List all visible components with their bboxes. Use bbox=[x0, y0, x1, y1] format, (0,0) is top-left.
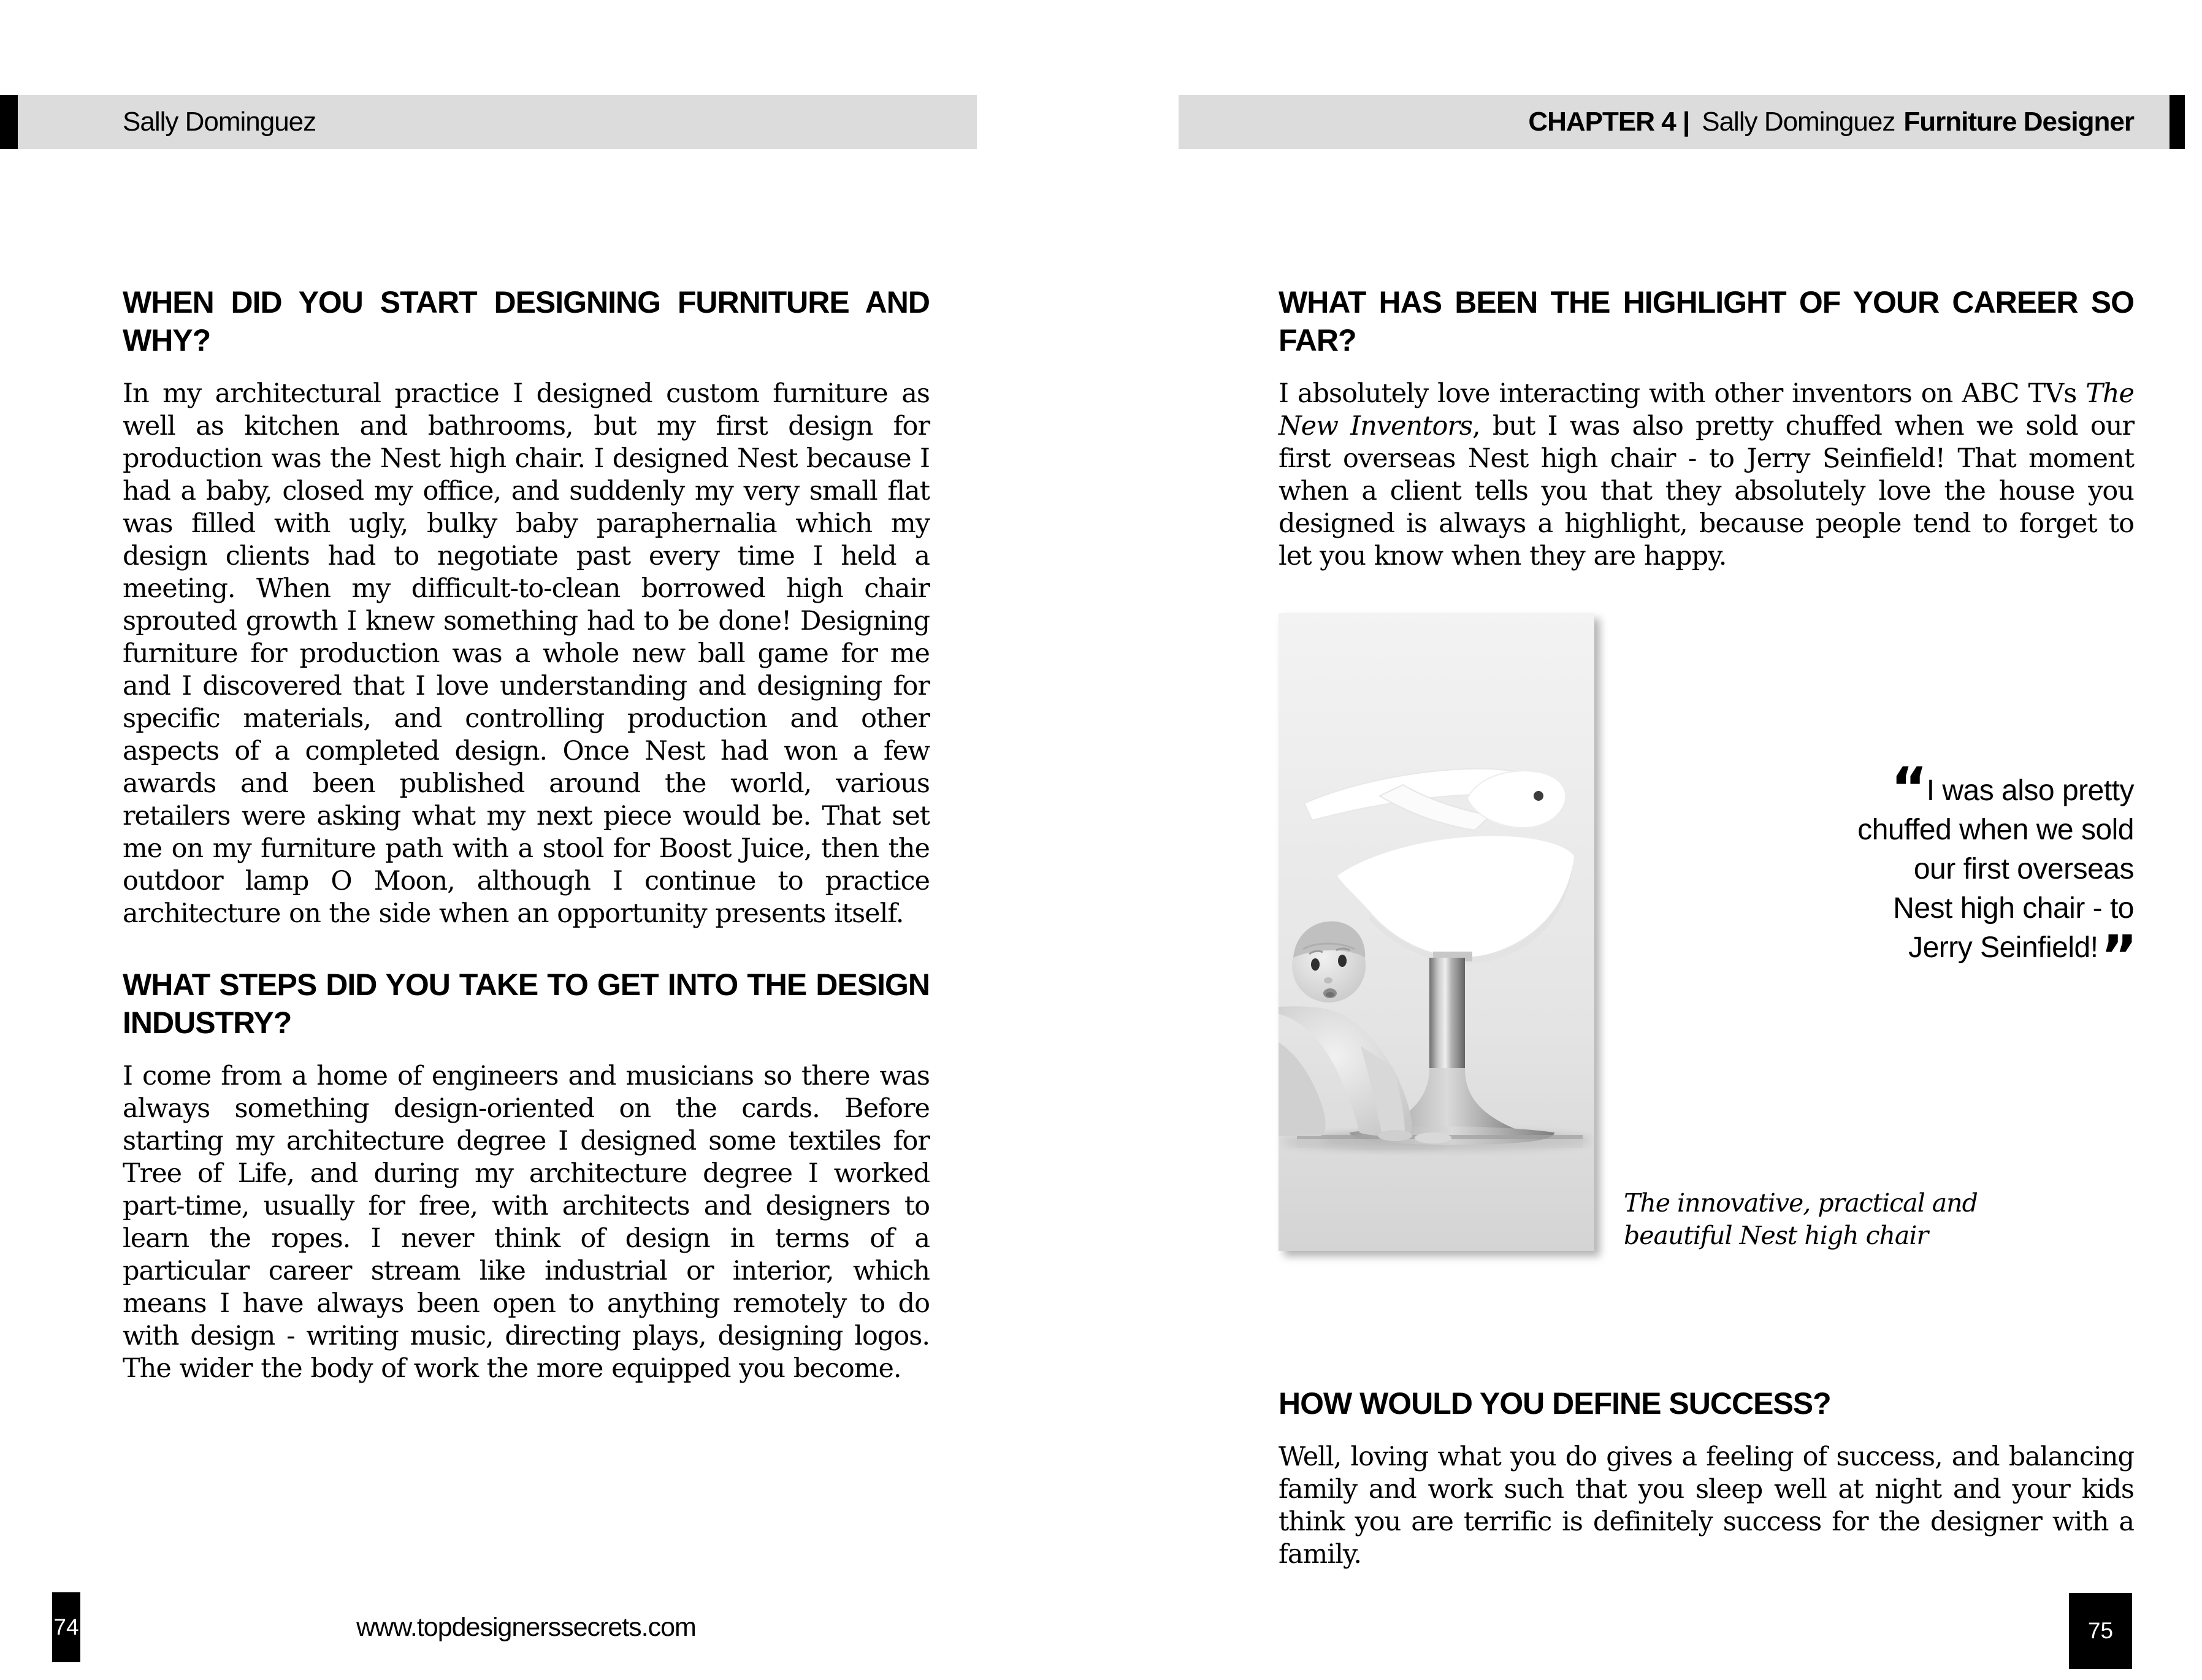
answer-define-success: Well, loving what you do gives a feeling of success, and balancing family and work such that you sleep well at night and your kids think you are terrific is definitely success for the designer with a family. bbox=[1279, 1441, 2134, 1570]
pull-quote-line: “I was also pretty bbox=[1890, 755, 2134, 821]
chapter-label: CHAPTER 4 | bbox=[1528, 107, 1690, 137]
header-person-role: Furniture Designer bbox=[1903, 107, 2134, 137]
footer-website-url: www.topdesignerssecrets.com bbox=[356, 1613, 696, 1642]
question-heading-define-success: HOW WOULD YOU DEFINE SUCCESS? bbox=[1279, 1386, 1831, 1421]
pull-quote-line: chuffed when we sold bbox=[1857, 814, 2134, 846]
pull-quote-line: Nest high chair - to bbox=[1893, 892, 2134, 925]
photo-caption: The innovative, practical and beautiful Nest high chair bbox=[1624, 1188, 1978, 1250]
answer-career-highlight bbox=[1279, 378, 2134, 573]
chair-tray-hole bbox=[1534, 791, 1543, 801]
open-quote-mark: “ bbox=[1890, 755, 1924, 821]
left-page-edge-tab bbox=[0, 95, 18, 149]
close-quote-mark: ” bbox=[2100, 923, 2134, 989]
left-page-column bbox=[123, 283, 930, 1385]
page-number-75: 75 bbox=[2069, 1593, 2132, 1669]
answer-highlight-text-continued: , but I was also pretty chuffed when we sold our first overseas Nest high chair - to Jerry Seinfield! That moment when a client tells you that they absolutely love the house you designed is always a highlight, because people tend to forget to let you know when they are happy. bbox=[1279, 411, 2134, 571]
answer-design-industry: I come from a home of engineers and musicians so there was always something design-oriented on the cards. Before starting my architecture degree I designed some textiles for Tree of Life, and during my architecture degree I worked part-time, usually for free, with architects and designers to learn the ropes. I never think of design in terms of a particular career stream like industrial or interior, which means I have always been open to anything remotely to do with design - writing music, directing plays, designing logos. The wider the body of work the more equipped you become. bbox=[123, 1061, 930, 1384]
question-heading-design-industry: WHAT STEPS DID YOU TAKE TO GET INTO THE DESIGN INDUSTRY? bbox=[123, 968, 930, 1040]
right-page-top-column bbox=[1279, 283, 2134, 573]
page-number-74: 74 bbox=[52, 1592, 80, 1662]
nest-high-chair-photo-art bbox=[1279, 613, 1594, 1251]
right-page-bottom-column bbox=[1279, 1384, 2134, 1571]
answer-highlight-text: I absolutely love interacting with other inventors on ABC TVs bbox=[1279, 378, 2086, 409]
header-person-name: Sally Dominguez bbox=[1702, 107, 1895, 137]
pull-quote-line: Jerry Seinfield!” bbox=[1908, 923, 2134, 989]
question-heading-start-designing: WHEN DID YOU START DESIGNING FURNITURE AND WHY? bbox=[123, 285, 930, 357]
tv-show-title: The New Inventors bbox=[1279, 378, 2134, 441]
right-running-header bbox=[1179, 95, 2170, 149]
answer-start-designing: In my architectural practice I designed custom furniture as well as kitchen and bathrooms, but my first design for production was the Nest high chair. I designed Nest because I had a baby, closed my office, and suddenly my very small flat was filled with ugly, bulky baby paraphernalia which my design clients had to negotiate past every time I held a meeting. When my difficult-to-clean borrowed high chair sprouted growth I knew something had to be done! Designing furniture for production was a whole new ball game for me and I discovered that I love understanding and designing for specific materials, and controlling production and other aspects of a completed design. Once Nest had won a few awards and been published around the world, various retailers were asking what my next piece would be. That set me on my furniture path with a stool for Boost Juice, then the outdoor lamp O Moon, although I continue to practice architecture on the side when an opportunity presents itself. bbox=[123, 378, 930, 929]
pull-quote bbox=[1729, 755, 2134, 989]
nest-high-chair-photo bbox=[1279, 613, 1594, 1251]
left-header-title: Sally Dominguez bbox=[123, 107, 316, 137]
question-heading-career-highlight: WHAT HAS BEEN THE HIGHLIGHT OF YOUR CAREER SO FAR? bbox=[1279, 285, 2134, 357]
left-running-header bbox=[18, 95, 977, 149]
right-page-edge-tab bbox=[2170, 95, 2185, 149]
pull-quote-line: our first overseas bbox=[1913, 853, 2134, 885]
